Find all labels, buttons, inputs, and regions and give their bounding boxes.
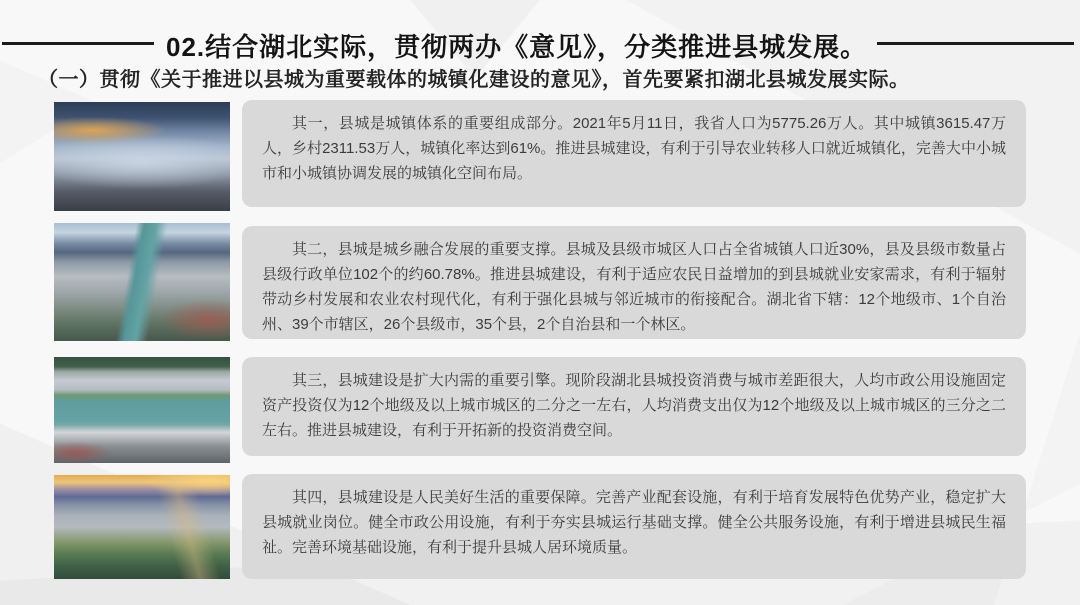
row1-paragraph: 其一，县城是城镇体系的重要组成部分。2021年5月11日，我省人口为5775.26万人。其中城镇3615.47万人，乡村2311.53万人，城镇化率达到61%。推进县城建设，有利于引导农业转移人口就近城镇化，完善大中小城市和小城镇协调发展的城镇化空间布局。 xyxy=(262,115,1006,182)
row4-paragraph: 其四，县城建设是人民美好生活的重要保障。完善产业配套设施，有利于培育发展特色优势产业，稳定扩大县城就业岗位。健全市政公用设施，有利于夯实县城运行基础支撑。健全公共服务设施，有利于增进县城民生福祉。完善环境基础设施，有利于提升县城人居环境质量。 xyxy=(262,489,1006,556)
row2-text-box xyxy=(242,226,1026,339)
title-rule-left xyxy=(2,42,154,45)
row3-text-box xyxy=(242,357,1026,456)
row3-paragraph: 其三，县城建设是扩大内需的重要引擎。现阶段湖北县城投资消费与城市差距很大，人均市政公用设施固定资产投资仅为12个地级及以上城市城区的二分之一左右，人均消费支出仅为12个地级及以上城市城区的三分之二左右。推进县城建设，有利于开拓新的投资消费空间。 xyxy=(262,372,1006,439)
row4-text-box xyxy=(242,474,1026,579)
slide-subtitle: （一）贯彻《关于推进以县城为重要载体的城镇化建设的意见》，首先要紧扣湖北县城发展实际。 xyxy=(38,69,910,91)
row1-text-box xyxy=(242,100,1026,207)
title-rule-right xyxy=(877,42,1074,45)
row3-photo-riverside-town xyxy=(54,357,230,463)
row1-photo-city-dusk xyxy=(54,102,230,211)
row4-photo-sunset-town xyxy=(54,475,230,579)
row2-photo-river-city xyxy=(54,223,230,341)
row2-paragraph: 其二，县城是城乡融合发展的重要支撑。县城及县级市城区人口占全省城镇人口近30%，县及县级市数量占县级行政单位102个的约60.78%。推进县城建设，有利于适应农民日益增加的到县城就业安家需求，有利于辐射带动乡村发展和农业农村现代化，有利于强化县城与邻近城市的衔接配合。湖北省下辖：12个地级市、1个自治州、39个市辖区，26个县级市，35个县，2个自治县和一个林区。 xyxy=(262,241,1006,333)
slide-title: 02.结合湖北实际，贯彻两办《意见》，分类推进县城发展。 xyxy=(166,32,868,62)
